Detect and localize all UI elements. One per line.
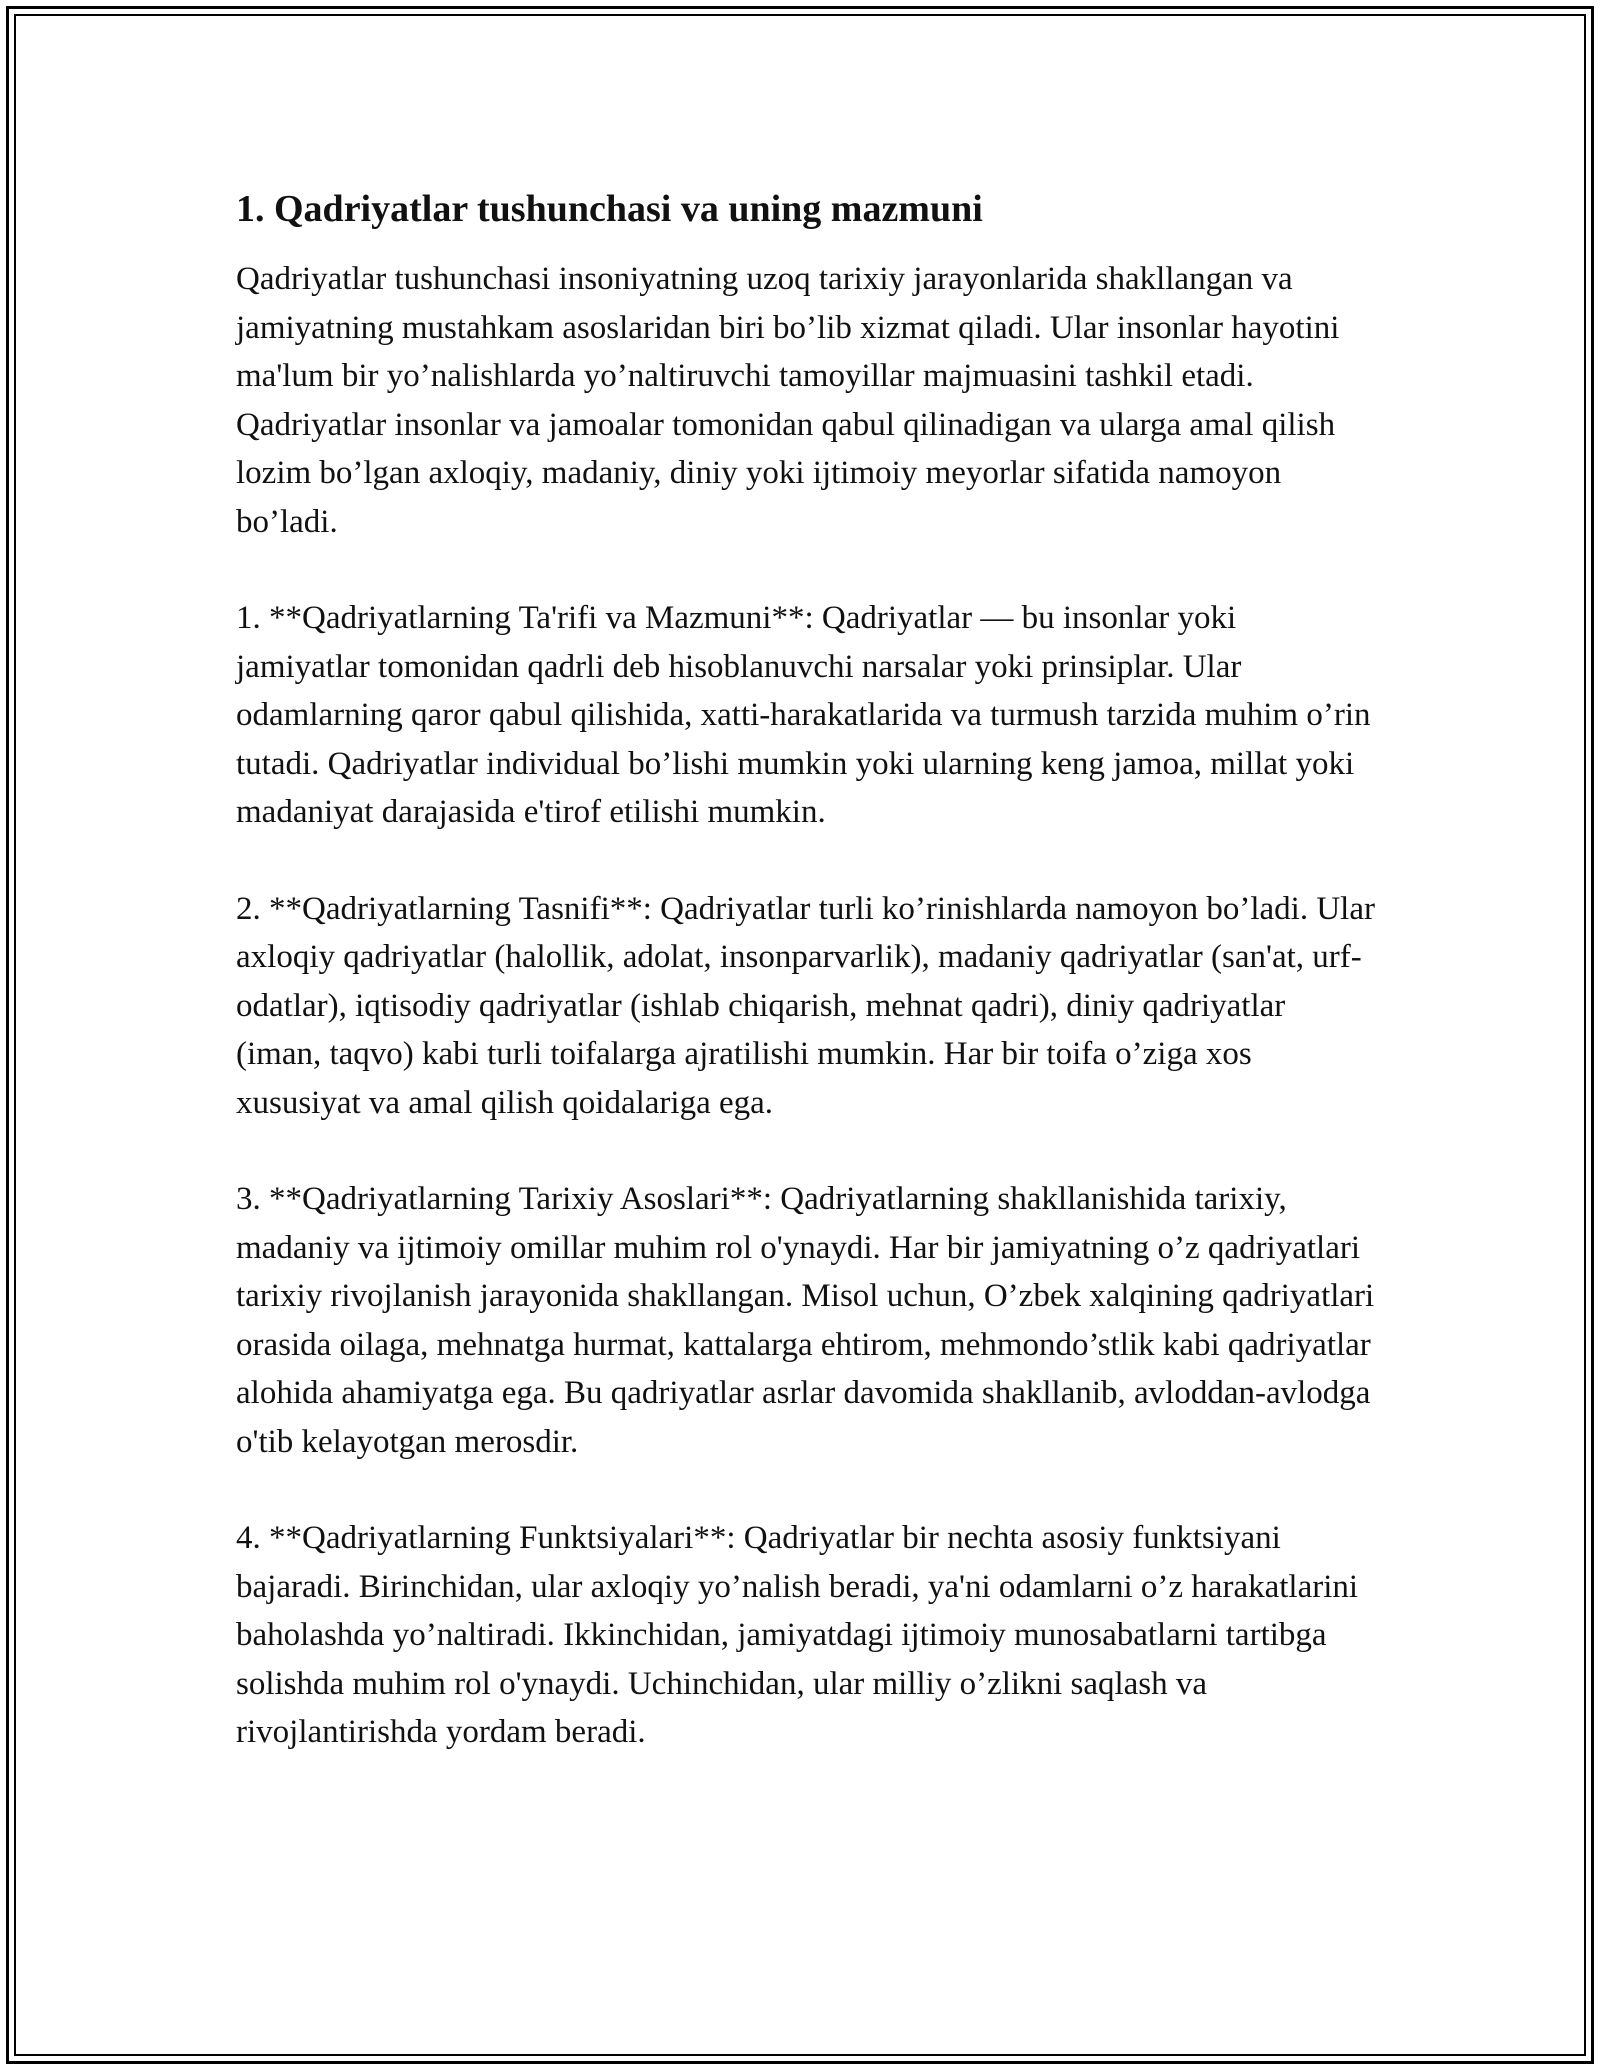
paragraph-functions: 4. **Qadriyatlarning Funktsiyalari**: Qadriyatlar bir nechta asosiy funktsiyani bajaradi. Birinchidan, ular axloqiy yo’nalish beradi, ya'ni odamlarni o’z harakatlarini baholashda yo’naltiradi. Ikkinchidan, jamiyatdagi ijtimoiy munosabatlarni tartibga solishda muhim rol o'ynaydi. Uchinchidan, ular milliy o’zlikni saqlash va rivojlantirishda yordam beradi. xyxy=(236,1520,1359,1750)
paragraph-definition: 1. **Qadriyatlarning Ta'rifi va Mazmuni**: Qadriyatlar — bu insonlar yoki jamiyatlar tomonidan qadrli deb hisoblanuvchi narsalar yoki prinsiplar. Ular odamlarning qaror qabul qilishida, xatti-harakatlarida va turmush tarzida muhim o’rin tutadi. Qadriyatlar individual bo’lishi mumkin yoki ularning keng jamoa, millat yoki madaniyat darajasida e'tirof etilishi mumkin. xyxy=(236,600,1371,830)
intro-paragraph: Qadriyatlar tushunchasi insoniyatning uzoq tarixiy jarayonlarida shakllangan va jamiyatning mustahkam asoslaridan biri bo’lib xizmat qiladi. Ular insonlar hayotini ma'lum bir yo’nalishlarda yo’naltiruvchi tamoyillar majmuasini tashkil etadi. Qadriyatlar insonlar va jamoalar tomonidan qabul qilinadigan va ularga amal qilish lozim bo’lgan axloqiy, madaniy, diniy yoki ijtimoiy meyorlar sifatida namoyon bo’ladi. xyxy=(236,261,1340,540)
paragraph-historical-basis: 3. **Qadriyatlarning Tarixiy Asoslari**: Qadriyatlarning shakllanishida tarixiy, madaniy va ijtimoiy omillar muhim rol o'ynaydi. Har bir jamiyatning o’z qadriyatlari tarixiy rivojlanish jarayonida shakllangan. Misol uchun, O’zbek xalqining qadriyatlari orasida oilaga, mehnatga hurmat, kattalarga ehtirom, mehmondo’stlik kabi qadriyatlar alohida ahamiyatga ega. Bu qadriyatlar asrlar davomida shakllanib, avloddan-avlodga o'tib kelayotgan merosdir. xyxy=(236,1181,1375,1460)
document-title: 1. Qadriyatlar tushunchasi va uning mazmuni xyxy=(236,188,983,230)
paragraph-classification: 2. **Qadriyatlarning Tasnifi**: Qadriyatlar turli ko’rinishlarda namoyon bo’ladi. Ular axloqiy qadriyatlar (halollik, adolat, insonparvarlik), madaniy qadriyatlar (san'at, urf-odatlar), iqtisodiy qadriyatlar (ishlab chiqarish, mehnat qadri), diniy qadriyatlar (iman, taqvo) kabi turli toifalarga ajratilishi mumkin. Har bir toifa o’ziga xos xususiyat va amal qilish qoidalariga ega. xyxy=(236,890,1375,1121)
document-body xyxy=(236,185,1376,1757)
